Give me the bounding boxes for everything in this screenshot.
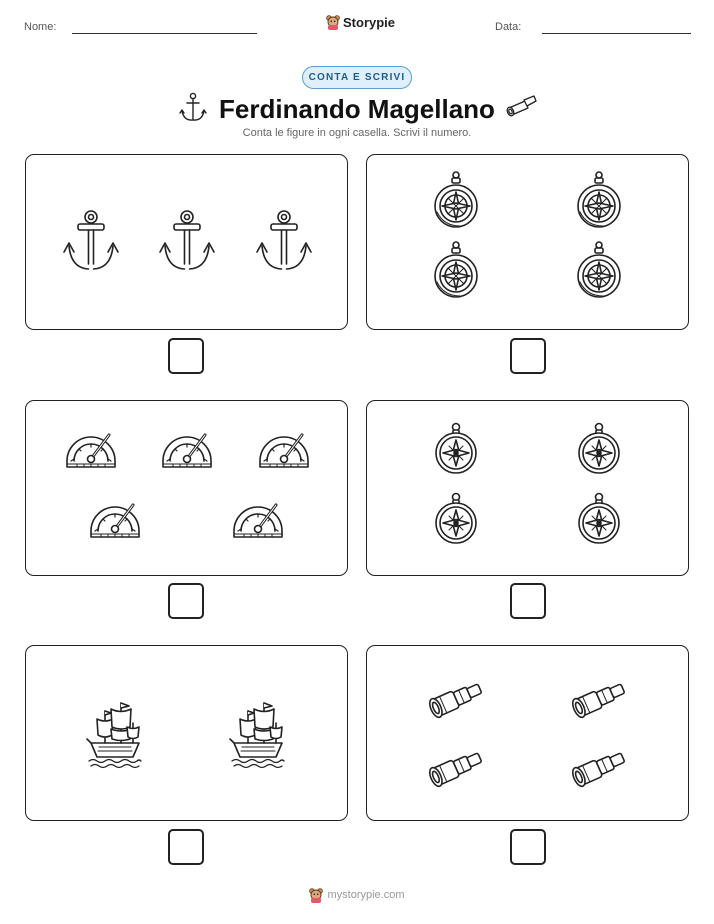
panel-anchors: [25, 154, 348, 330]
panel-spyglasses: [366, 645, 689, 821]
quadrant-icon: [234, 505, 282, 537]
ship-icon: [87, 703, 141, 768]
compass-icon: [436, 424, 476, 474]
answer-box-ships[interactable]: [168, 829, 204, 865]
panel-quadrants: [25, 400, 348, 576]
brand-name: Storypie: [343, 14, 396, 30]
answer-box-pocket-compasses[interactable]: [510, 338, 546, 374]
answer-box-spyglasses[interactable]: [510, 829, 546, 865]
quadrant-icon: [260, 435, 308, 467]
compass-icon: [436, 494, 476, 544]
quadrant-icon: [91, 505, 139, 537]
activity-badge: CONTA E SCRIVI: [302, 66, 412, 89]
panel-compasses: [366, 400, 689, 576]
spyglass-icon: [427, 748, 484, 788]
anchor-icon: [160, 211, 214, 269]
instructions: Conta le figure in ogni casella. Scrivi il numero.: [242, 127, 472, 139]
compass-icon: [579, 494, 619, 544]
date-label: Data:: [495, 21, 522, 33]
date-field[interactable]: [542, 33, 691, 34]
panel-pocket-compasses: [366, 154, 689, 330]
anchor-icon: [64, 211, 118, 269]
panel-spyglasses-art: [367, 646, 690, 822]
answer-box-compasses[interactable]: [510, 583, 546, 619]
answer-box-anchors[interactable]: [168, 338, 204, 374]
quadrant-icon: [163, 435, 211, 467]
panel-quadrants-art: [26, 401, 349, 577]
name-label: Nome:: [24, 21, 57, 33]
spyglass-icon: [427, 679, 484, 719]
pocket-compass-icon: [435, 172, 477, 227]
panel-ships-art: [26, 646, 349, 822]
name-field[interactable]: [72, 33, 257, 34]
pocket-compass-icon: [435, 242, 477, 297]
panel-anchors-art: [26, 155, 349, 331]
panel-compasses-art: [367, 401, 690, 577]
bear-logo-icon: [309, 887, 323, 903]
ship-icon: [230, 703, 284, 768]
pocket-compass-icon: [578, 172, 620, 227]
brand-logo: [326, 14, 395, 30]
footer-site: mystorypie.com: [327, 889, 405, 901]
spyglass-icon: [570, 679, 627, 719]
worksheet-title: Ferdinando Magellano: [219, 94, 495, 124]
panel-ships: [25, 645, 348, 821]
anchor-icon: [257, 211, 311, 269]
panel-pocket-compasses-art: [367, 155, 690, 331]
quadrant-icon: [67, 435, 115, 467]
bear-logo-icon: [326, 14, 340, 30]
footer: [0, 887, 714, 903]
pocket-compass-icon: [578, 242, 620, 297]
answer-box-quadrants[interactable]: [168, 583, 204, 619]
spyglass-icon: [504, 94, 538, 120]
compass-icon: [579, 424, 619, 474]
spyglass-icon: [570, 748, 627, 788]
